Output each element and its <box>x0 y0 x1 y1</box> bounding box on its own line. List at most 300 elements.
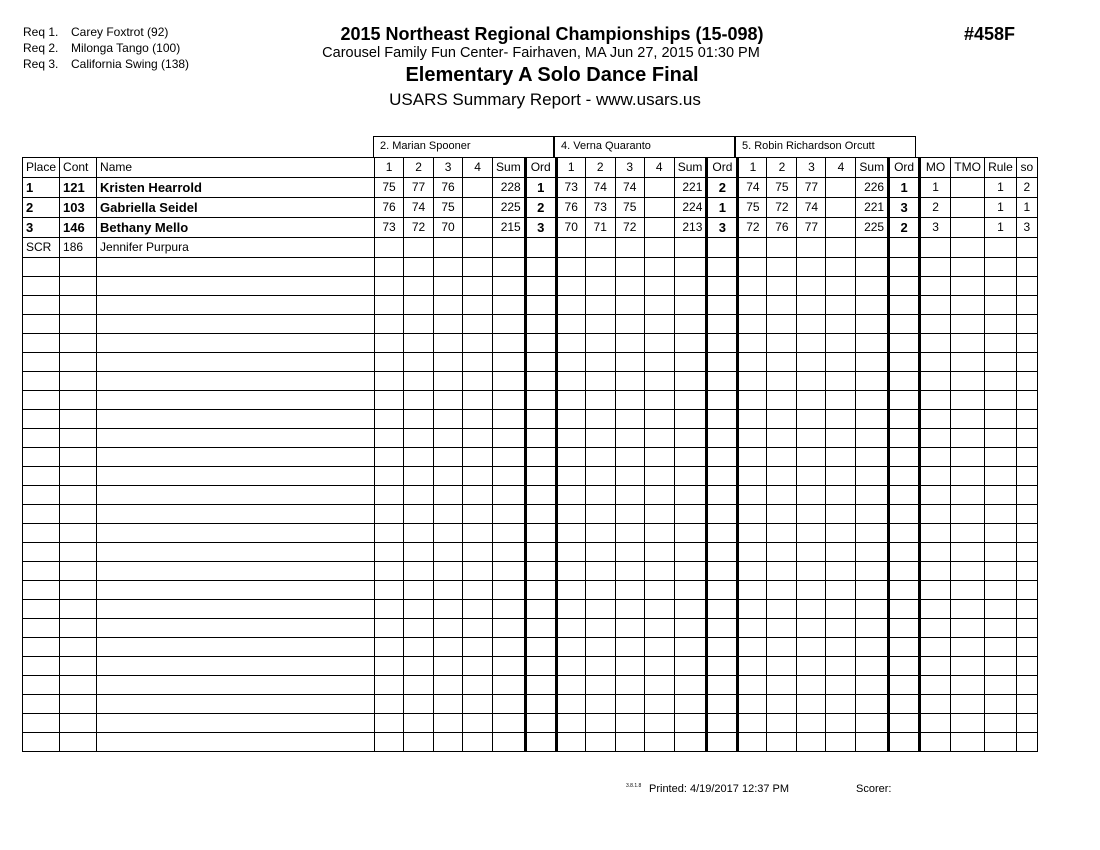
mo-cell <box>920 315 951 334</box>
judge-score-cell <box>525 391 556 410</box>
mo-cell <box>920 543 951 562</box>
judge-score-cell <box>767 467 797 486</box>
judge-score-cell: 70 <box>434 218 463 238</box>
judge-score-cell <box>375 657 404 676</box>
judge-score-cell <box>826 505 856 524</box>
judge-score-cell <box>556 258 585 277</box>
judge-score-cell <box>615 619 644 638</box>
judge-score-cell <box>889 562 920 581</box>
judge-score-cell <box>738 372 767 391</box>
judge-score-cell <box>525 429 556 448</box>
place-cell <box>23 391 60 410</box>
judge-score-cell <box>525 638 556 657</box>
mo-cell <box>920 638 951 657</box>
judge-score-cell <box>767 486 797 505</box>
judge-score-cell <box>889 486 920 505</box>
cont-cell <box>60 733 97 752</box>
so-cell <box>1016 543 1037 562</box>
judge-score-cell <box>738 581 767 600</box>
judge-score-cell <box>797 676 826 695</box>
judge-score-cell <box>767 448 797 467</box>
mo-cell <box>920 714 951 733</box>
judge-score-cell <box>493 600 526 619</box>
cont-cell <box>60 353 97 372</box>
judge-score-cell <box>889 619 920 638</box>
judge-score-cell <box>585 315 615 334</box>
tmo-cell <box>951 296 985 315</box>
judge-score-cell <box>375 238 404 258</box>
judge-score-cell <box>525 581 556 600</box>
judge-score-cell <box>525 448 556 467</box>
judge-score-cell <box>707 695 738 714</box>
mo-cell <box>920 600 951 619</box>
mo-cell: 1 <box>920 178 951 198</box>
judge-score-cell <box>615 657 644 676</box>
judge-score-cell <box>463 714 493 733</box>
judge-score-cell <box>738 448 767 467</box>
judge-score-cell <box>375 619 404 638</box>
judge-score-cell <box>767 410 797 429</box>
name-cell: Gabriella Seidel <box>97 198 375 218</box>
judge-score-cell <box>493 714 526 733</box>
tmo-cell <box>951 467 985 486</box>
judge-score-cell <box>797 581 826 600</box>
tmo-cell <box>951 353 985 372</box>
rule-cell <box>985 353 1017 372</box>
so-cell <box>1016 372 1037 391</box>
place-cell: 3 <box>23 218 60 238</box>
judge-score-cell <box>707 486 738 505</box>
table-row <box>23 315 1038 334</box>
judge-score-cell <box>525 258 556 277</box>
mo-cell <box>920 410 951 429</box>
cont-cell <box>60 429 97 448</box>
judge-score-cell: 71 <box>585 218 615 238</box>
judge-score-cell <box>434 391 463 410</box>
so-cell <box>1016 638 1037 657</box>
judge-score-cell <box>707 391 738 410</box>
judge-score-cell <box>767 391 797 410</box>
place-cell: 1 <box>23 178 60 198</box>
judge-score-cell <box>463 467 493 486</box>
cont-cell: 186 <box>60 238 97 258</box>
judge-score-cell <box>889 315 920 334</box>
judge-score-cell <box>556 714 585 733</box>
judge-score-cell <box>615 524 644 543</box>
judge-score-cell <box>404 277 434 296</box>
place-cell <box>23 581 60 600</box>
rule-cell <box>985 410 1017 429</box>
mo-cell <box>920 581 951 600</box>
judge-score-cell <box>767 334 797 353</box>
judge-score-cell <box>463 619 493 638</box>
so-cell: 1 <box>1016 198 1037 218</box>
tmo-cell <box>951 638 985 657</box>
judge-score-cell <box>797 486 826 505</box>
judge-score-cell <box>404 657 434 676</box>
judge-score-cell <box>493 733 526 752</box>
judge-score-cell <box>674 714 707 733</box>
judge-score-cell <box>434 543 463 562</box>
judge-score-cell: 73 <box>585 198 615 218</box>
table-row <box>23 505 1038 524</box>
judge-score-cell: 70 <box>556 218 585 238</box>
judge-score-cell <box>463 562 493 581</box>
judge-score-cell <box>738 277 767 296</box>
judge-score-cell <box>463 178 493 198</box>
rule-cell <box>985 733 1017 752</box>
judge-score-cell <box>556 448 585 467</box>
judge-score-cell <box>434 581 463 600</box>
judge-score-cell <box>493 676 526 695</box>
judge-score-cell <box>856 676 889 695</box>
tmo-cell <box>951 238 985 258</box>
rule-cell <box>985 543 1017 562</box>
judge-score-cell <box>856 486 889 505</box>
judge-score-cell <box>556 676 585 695</box>
col-header-judge-score: Ord <box>889 158 920 178</box>
judge-score-cell <box>767 315 797 334</box>
judge-score-cell <box>463 218 493 238</box>
table-row <box>23 543 1038 562</box>
tmo-cell <box>951 391 985 410</box>
scorer-label: Scorer: <box>856 783 892 795</box>
rule-cell <box>985 505 1017 524</box>
col-header-judge-score: 2 <box>767 158 797 178</box>
cont-cell: 121 <box>60 178 97 198</box>
judge-score-cell <box>797 543 826 562</box>
cont-cell <box>60 714 97 733</box>
judge-score-cell <box>797 429 826 448</box>
judge-score-cell <box>525 600 556 619</box>
judge-score-cell <box>889 334 920 353</box>
judge-score-cell <box>525 505 556 524</box>
judge-score-cell <box>738 714 767 733</box>
judge-score-cell <box>644 467 674 486</box>
mo-cell <box>920 562 951 581</box>
table-row <box>23 524 1038 543</box>
judge-score-cell: 72 <box>738 218 767 238</box>
judge-score-cell <box>889 467 920 486</box>
judge-score-cell <box>493 638 526 657</box>
judge-score-cell: 2 <box>889 218 920 238</box>
tmo-cell <box>951 562 985 581</box>
judge-score-cell <box>585 619 615 638</box>
judge-score-cell <box>585 733 615 752</box>
judge-score-cell <box>826 448 856 467</box>
judge-score-cell <box>615 505 644 524</box>
judge-score-cell <box>375 524 404 543</box>
judge-score-cell <box>493 695 526 714</box>
judge-score-cell <box>644 448 674 467</box>
judge-score-cell <box>556 429 585 448</box>
mo-cell <box>920 334 951 353</box>
judge-score-cell <box>493 315 526 334</box>
judge-score-cell <box>404 353 434 372</box>
judge-score-cell <box>738 486 767 505</box>
judge-score-cell <box>797 258 826 277</box>
table-row <box>23 391 1038 410</box>
so-cell <box>1016 714 1037 733</box>
judge-score-cell <box>707 543 738 562</box>
col-header-tail: Rule <box>985 158 1017 178</box>
judge-score-cell <box>434 315 463 334</box>
judge-score-cell <box>674 543 707 562</box>
so-cell: 2 <box>1016 178 1037 198</box>
col-header-judge-score: 4 <box>463 158 493 178</box>
judge-score-cell <box>525 619 556 638</box>
place-cell <box>23 486 60 505</box>
judge-score-cell: 74 <box>585 178 615 198</box>
rule-cell: 1 <box>985 178 1017 198</box>
judge-score-cell <box>797 524 826 543</box>
judge-score-cell <box>674 524 707 543</box>
judge-score-cell: 72 <box>615 218 644 238</box>
judge-score-cell <box>525 353 556 372</box>
judge-score-cell <box>585 353 615 372</box>
tmo-cell <box>951 315 985 334</box>
name-cell <box>97 486 375 505</box>
judge-score-cell <box>767 581 797 600</box>
judge-score-cell <box>556 619 585 638</box>
judge-score-cell <box>889 238 920 258</box>
judge-score-cell <box>644 486 674 505</box>
mo-cell <box>920 486 951 505</box>
judge-score-cell <box>525 372 556 391</box>
judge-score-cell <box>585 391 615 410</box>
judge-score-cell <box>404 695 434 714</box>
judge-score-cell: 228 <box>493 178 526 198</box>
judge-score-cell <box>525 676 556 695</box>
judge-score-cell <box>738 600 767 619</box>
table-row <box>23 581 1038 600</box>
judge-score-cell <box>826 581 856 600</box>
judge-score-cell <box>707 676 738 695</box>
table-row <box>23 258 1038 277</box>
place-cell <box>23 296 60 315</box>
judge-score-cell <box>767 296 797 315</box>
judge-score-cell <box>856 638 889 657</box>
judge-score-cell <box>826 543 856 562</box>
cont-cell <box>60 258 97 277</box>
judge-score-cell <box>826 238 856 258</box>
name-cell <box>97 581 375 600</box>
judge-score-cell <box>856 600 889 619</box>
judge-score-cell <box>375 315 404 334</box>
judge-score-cell <box>889 733 920 752</box>
tmo-cell <box>951 524 985 543</box>
name-cell: Bethany Mello <box>97 218 375 238</box>
table-row <box>23 429 1038 448</box>
name-cell <box>97 315 375 334</box>
judge-score-cell <box>826 218 856 238</box>
col-header-judge-score: Sum <box>674 158 707 178</box>
judge-score-cell <box>797 733 826 752</box>
judge-score-cell <box>674 695 707 714</box>
judge-score-cell <box>615 562 644 581</box>
judge-score-cell <box>738 657 767 676</box>
judge-score-cell <box>404 733 434 752</box>
judge-score-cell <box>767 733 797 752</box>
judge-score-cell <box>644 410 674 429</box>
judge-score-cell <box>585 410 615 429</box>
name-cell <box>97 638 375 657</box>
judge-score-cell <box>434 448 463 467</box>
judge-score-cell <box>674 562 707 581</box>
judge-score-cell <box>434 676 463 695</box>
tmo-cell <box>951 505 985 524</box>
judge-score-cell <box>556 353 585 372</box>
cont-cell <box>60 619 97 638</box>
judge-score-cell <box>826 198 856 218</box>
judge-score-cell <box>434 372 463 391</box>
tmo-cell <box>951 410 985 429</box>
judge-score-cell <box>493 543 526 562</box>
judge-score-cell <box>644 238 674 258</box>
judge-score-cell <box>375 296 404 315</box>
judge-score-cell <box>707 315 738 334</box>
cont-cell: 103 <box>60 198 97 218</box>
col-header-judge-score: 1 <box>375 158 404 178</box>
name-cell <box>97 619 375 638</box>
judge-score-cell <box>826 657 856 676</box>
judge-score-cell <box>404 714 434 733</box>
judge-score-cell <box>797 448 826 467</box>
judge-score-cell <box>585 372 615 391</box>
judge-score-cell <box>463 198 493 218</box>
rule-cell <box>985 391 1017 410</box>
table-header-row <box>23 158 1038 178</box>
judge-score-cell: 221 <box>674 178 707 198</box>
judge-score-cell <box>826 467 856 486</box>
col-header-tail: MO <box>920 158 951 178</box>
judge-score-cell <box>767 372 797 391</box>
so-cell <box>1016 334 1037 353</box>
judge-score-cell <box>375 733 404 752</box>
judge-score-cell <box>493 296 526 315</box>
table-row <box>23 218 1038 238</box>
judge-score-cell <box>434 714 463 733</box>
judge-score-cell <box>404 391 434 410</box>
judge-score-cell <box>375 410 404 429</box>
judge-score-cell <box>707 657 738 676</box>
judge-score-cell <box>644 353 674 372</box>
so-cell <box>1016 315 1037 334</box>
cont-cell <box>60 486 97 505</box>
judge-score-cell <box>856 334 889 353</box>
name-cell <box>97 391 375 410</box>
judge-score-cell <box>856 467 889 486</box>
judge-score-cell <box>463 581 493 600</box>
judge-score-cell: 2 <box>525 198 556 218</box>
judge-score-cell <box>434 657 463 676</box>
col-header-judge-score: 3 <box>797 158 826 178</box>
judge-score-cell <box>889 410 920 429</box>
judge-score-cell <box>674 429 707 448</box>
name-cell <box>97 258 375 277</box>
judge-score-cell <box>404 486 434 505</box>
judge-score-cell <box>644 733 674 752</box>
judge-score-cell <box>707 448 738 467</box>
judge-score-cell <box>556 467 585 486</box>
place-cell: SCR <box>23 238 60 258</box>
judge-score-cell <box>585 505 615 524</box>
judge-header-2: 4. Verna Quaranto <box>554 136 735 158</box>
judge-score-cell <box>889 581 920 600</box>
judge-score-cell: 3 <box>525 218 556 238</box>
judge-score-cell <box>615 676 644 695</box>
judge-score-cell: 74 <box>738 178 767 198</box>
col-header-judge-score: 4 <box>644 158 674 178</box>
judge-score-cell <box>767 238 797 258</box>
judge-score-cell <box>375 372 404 391</box>
judge-score-cell <box>615 638 644 657</box>
place-cell <box>23 638 60 657</box>
judge-score-cell <box>615 391 644 410</box>
place-cell <box>23 733 60 752</box>
judge-score-cell <box>644 372 674 391</box>
judge-score-cell <box>889 372 920 391</box>
judge-score-cell <box>585 448 615 467</box>
judge-score-cell <box>463 733 493 752</box>
mo-cell <box>920 258 951 277</box>
judge-score-cell <box>826 372 856 391</box>
judge-score-cell <box>738 695 767 714</box>
judge-score-cell <box>856 296 889 315</box>
judge-score-cell <box>585 429 615 448</box>
so-cell <box>1016 695 1037 714</box>
judge-score-cell <box>674 657 707 676</box>
judge-score-cell <box>493 391 526 410</box>
place-cell <box>23 676 60 695</box>
judge-score-cell <box>556 543 585 562</box>
judge-score-cell <box>585 657 615 676</box>
judge-score-cell <box>826 296 856 315</box>
judge-score-cell <box>797 467 826 486</box>
name-cell <box>97 372 375 391</box>
name-cell <box>97 657 375 676</box>
judge-score-cell <box>738 258 767 277</box>
judge-score-cell <box>615 258 644 277</box>
so-cell <box>1016 391 1037 410</box>
judge-score-cell <box>674 410 707 429</box>
judge-score-cell <box>674 334 707 353</box>
judge-score-cell <box>826 334 856 353</box>
judge-score-cell <box>404 600 434 619</box>
judge-score-cell <box>493 562 526 581</box>
judge-score-cell <box>585 695 615 714</box>
rule-cell <box>985 600 1017 619</box>
mo-cell <box>920 296 951 315</box>
judge-score-cell <box>463 657 493 676</box>
name-cell <box>97 448 375 467</box>
judge-score-cell <box>463 353 493 372</box>
col-header-cont: Cont <box>60 158 97 178</box>
mo-cell <box>920 467 951 486</box>
cont-cell <box>60 676 97 695</box>
judge-score-cell <box>556 486 585 505</box>
judge-score-cell <box>767 258 797 277</box>
judge-score-cell <box>856 258 889 277</box>
judge-score-cell <box>856 315 889 334</box>
judge-score-cell <box>615 714 644 733</box>
judge-score-cell <box>797 695 826 714</box>
place-cell <box>23 524 60 543</box>
judge-score-cell <box>556 277 585 296</box>
results-table <box>22 157 1038 752</box>
judge-score-cell <box>375 486 404 505</box>
judge-score-cell <box>856 277 889 296</box>
